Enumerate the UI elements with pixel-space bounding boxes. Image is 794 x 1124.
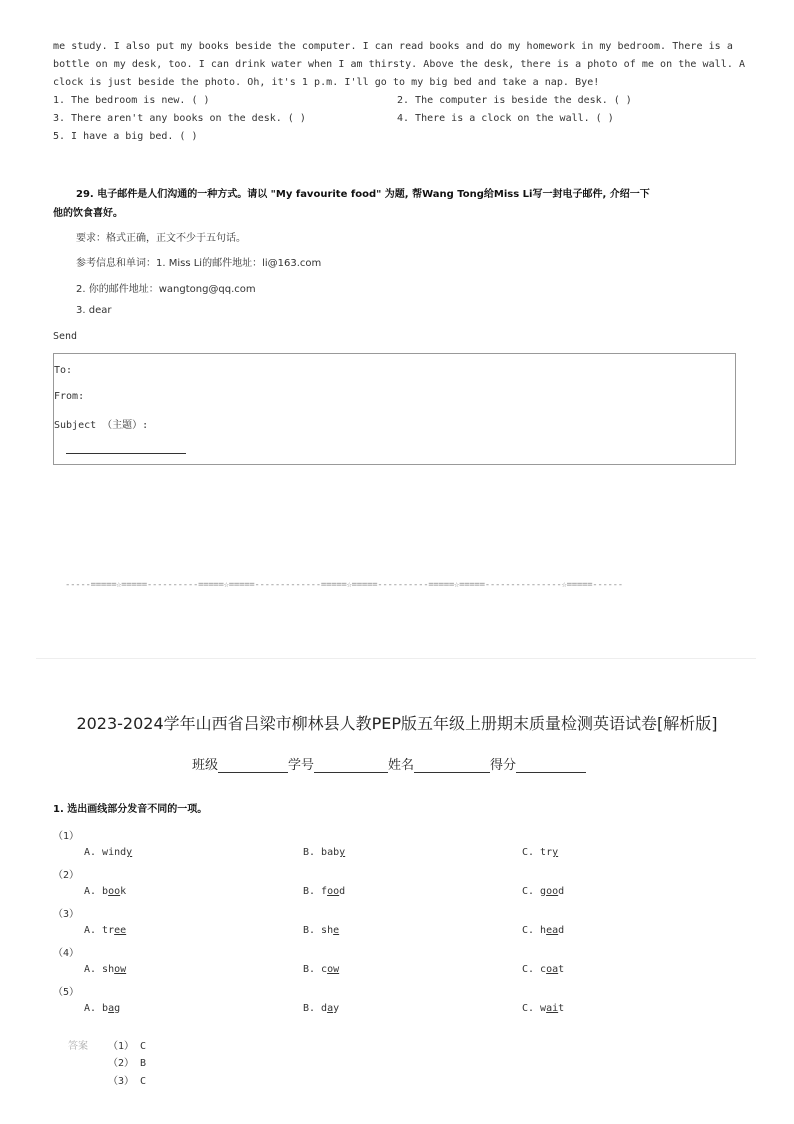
score-blank[interactable] <box>516 758 586 773</box>
answer-label: 答案 <box>68 1041 88 1052</box>
q1-title: 1. 选出画线部分发音不同的一项。 <box>53 804 208 815</box>
answer-item: （3） C <box>108 1076 147 1087</box>
statement-4: 4. There is a clock on the wall. ( ) <box>397 113 614 124</box>
q1-5-option-a[interactable]: A. bag <box>84 1003 121 1014</box>
q1-1-option-b[interactable]: B. baby <box>303 847 346 858</box>
q1-1-option-a[interactable]: A. windy <box>84 847 133 858</box>
q1-item-number: （2） <box>53 870 80 881</box>
q1-2-option-a[interactable]: A. book <box>84 886 127 897</box>
q1-4-option-c[interactable]: C. coat <box>522 964 565 975</box>
q29-requirement: 要求：格式正确，正文不少于五句话。 <box>76 233 246 244</box>
statement-1: 1. The bedroom is new. ( ) <box>53 95 210 106</box>
class-label: 班级 <box>192 758 219 773</box>
q29-reference-3: 3. dear <box>76 305 112 316</box>
name-blank[interactable] <box>414 758 490 773</box>
q1-3-option-a[interactable]: A. tree <box>84 925 127 936</box>
q1-item-number: （3） <box>53 909 80 920</box>
subject-answer-line[interactable] <box>66 452 186 454</box>
score-label: 得分 <box>490 758 517 773</box>
q29-prompt-line-1: 29. 电子邮件是人们沟通的一种方式。请以 "My favourite food" 为题, 帮Wang Tong给Miss Li写一封电子邮件, 介绍一下 <box>76 189 650 200</box>
q1-item-number: （4） <box>53 948 80 959</box>
q1-item-number: （5） <box>53 987 80 998</box>
answer-item: （1） C <box>108 1041 147 1052</box>
student-info-line <box>192 754 586 773</box>
q29-reference-2: 2. 你的邮件地址：wangtong@qq.com <box>76 284 256 295</box>
class-blank[interactable] <box>218 758 288 773</box>
q1-3-option-c[interactable]: C. head <box>522 925 565 936</box>
email-form-box <box>53 353 736 465</box>
id-label: 学号 <box>288 758 315 773</box>
email-send-label: Send <box>53 331 78 342</box>
page-divider <box>36 658 756 659</box>
q1-4-option-a[interactable]: A. show <box>84 964 127 975</box>
q1-5-option-c[interactable]: C. wait <box>522 1003 565 1014</box>
id-blank[interactable] <box>314 758 388 773</box>
passage-line-1: me study. I also put my books beside the computer. I can read books and do my homework in my bedroom. There is a <box>53 41 733 52</box>
q1-3-option-b[interactable]: B. she <box>303 925 340 936</box>
answer-item: （2） B <box>108 1058 147 1069</box>
q1-1-option-c[interactable]: C. try <box>522 847 559 858</box>
q1-4-option-b[interactable]: B. cow <box>303 964 340 975</box>
email-from-label: From: <box>54 391 85 402</box>
statement-5: 5. I have a big bed. ( ) <box>53 131 198 142</box>
q1-2-option-c[interactable]: C. good <box>522 886 565 897</box>
passage-line-3: clock is just beside the photo. Oh, it's 1 p.m. I'll go to my big bed and take a nap. Bye! <box>53 77 600 88</box>
q1-2-option-b[interactable]: B. food <box>303 886 346 897</box>
statement-3: 3. There aren't any books on the desk. ( ) <box>53 113 306 124</box>
name-label: 姓名 <box>388 758 415 773</box>
passage-line-2: bottle on my desk, too. I can drink water when I am thirsty. Above the desk, there is a photo of me on the wall. A <box>53 59 746 70</box>
decorative-separator: -----=====☆=====----------=====☆=====-------------=====☆=====----------=====☆=====---------------☆=====------ <box>65 580 623 590</box>
exam-title: 2023-2024学年山西省吕梁市柳林县人教PEP版五年级上册期末质量检测英语试卷[解析版] <box>76 714 718 733</box>
email-to-label: To: <box>54 365 73 376</box>
q29-prompt-line-2: 他的饮食喜好。 <box>53 208 123 219</box>
q1-5-option-b[interactable]: B. day <box>303 1003 340 1014</box>
statement-2: 2. The computer is beside the desk. ( ) <box>397 95 632 106</box>
email-subject-label: Subject （主题）: <box>54 420 149 431</box>
q29-reference-1: 参考信息和单词：1. Miss Li的邮件地址：li@163.com <box>76 258 322 269</box>
q1-item-number: （1） <box>53 831 80 842</box>
